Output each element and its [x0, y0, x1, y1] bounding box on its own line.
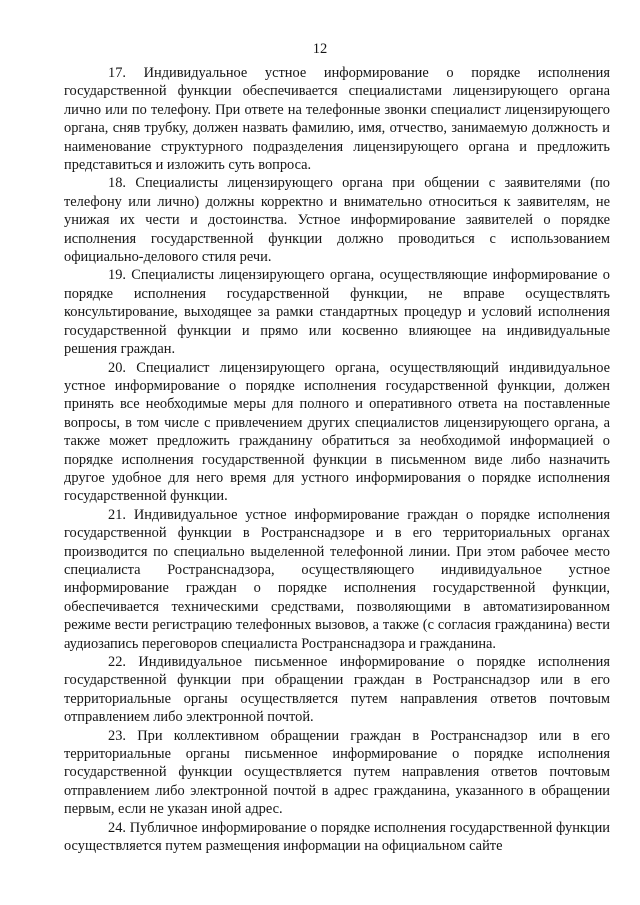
paragraph-21: 21. Индивидуальное устное информирование граждан о порядке исполнения государственной функции в Ространснадзоре и в его территориальных органах производится по специально выделенной телефонной линии. При этом рабочее место специалиста Ространснадзора, осуществляющего индивидуальное устное информирование граждан о порядке исполнения государственной функции, обеспечивается техническими средствами, позволяющими в автоматизированном режиме вести регистрацию телефонных вызовов, а также (с согласия гражданина) вести аудиозапись переговоров специалиста Ространснадзора и гражданина.	[64, 506, 610, 652]
paragraph-19: 19. Специалисты лицензирующего органа, осуществляющие информирование о порядке исполнения государственной функции, не вправе осуществлять консультирование, выходящее за рамки стандартных процедур и условий исполнения государственной функции и прямо или косвенно влияющее на индивидуальные решения граждан.	[64, 267, 610, 358]
paragraph-20: 20. Специалист лицензирующего органа, осуществляющий индивидуальное устное информирование о порядке исполнения государственной функции, должен принять все необходимые меры для полного и оперативного ответа на поставленные вопросы, в том числе с привлечением других специалистов лицензирующего органа, а также может предложить гражданину обратиться за необходимой информацией о порядке исполнения государственной функции в письменном виде либо назначить другое удобное для него время для устного информирования о порядке исполнения государственной функции.	[64, 359, 610, 505]
paragraph-22: 22. Индивидуальное письменное информирование о порядке исполнения государственной функции при обращении граждан в Ространснадзор или в его территориальные органы осуществляется путем направления ответов почтовым отправлением либо электронной почтой.	[64, 654, 610, 726]
paragraph-23: 23. При коллективном обращении граждан в Ространснадзор или в его территориальные органы письменное информирование о порядке исполнения государственной функции осуществляется путем направления ответов почтовым отправлением либо электронной почтой в адрес гражданина, указанного в обращении первым, если не указан иной адрес.	[64, 727, 610, 818]
paragraph-24: 24. Публичное информирование о порядке исполнения государственной функции осуществляется путем размещения информации на официальном сайте	[64, 819, 610, 855]
paragraph-18: 18. Специалисты лицензирующего органа при общении с заявителями (по телефону или лично) должны корректно и внимательно относиться к заявителям, не унижая их чести и достоинства. Устное информирование заявителей о порядке исполнения государственной функции должно проводиться с использованием официально-делового стиля речи.	[64, 175, 610, 266]
document-body	[64, 64, 610, 855]
paragraph-17: 17. Индивидуальное устное информирование о порядке исполнения государственной функции обеспечивается специалистами лицензирующего органа лично или по телефону. При ответе на телефонные звонки специалист лицензирующего органа, сняв трубку, должен назвать фамилию, имя, отчество, занимаемую должность и наименование структурного подразделения лицензирующего органа и предложить представиться и изложить суть вопроса.	[64, 65, 610, 174]
page-number: 12	[312, 41, 328, 57]
